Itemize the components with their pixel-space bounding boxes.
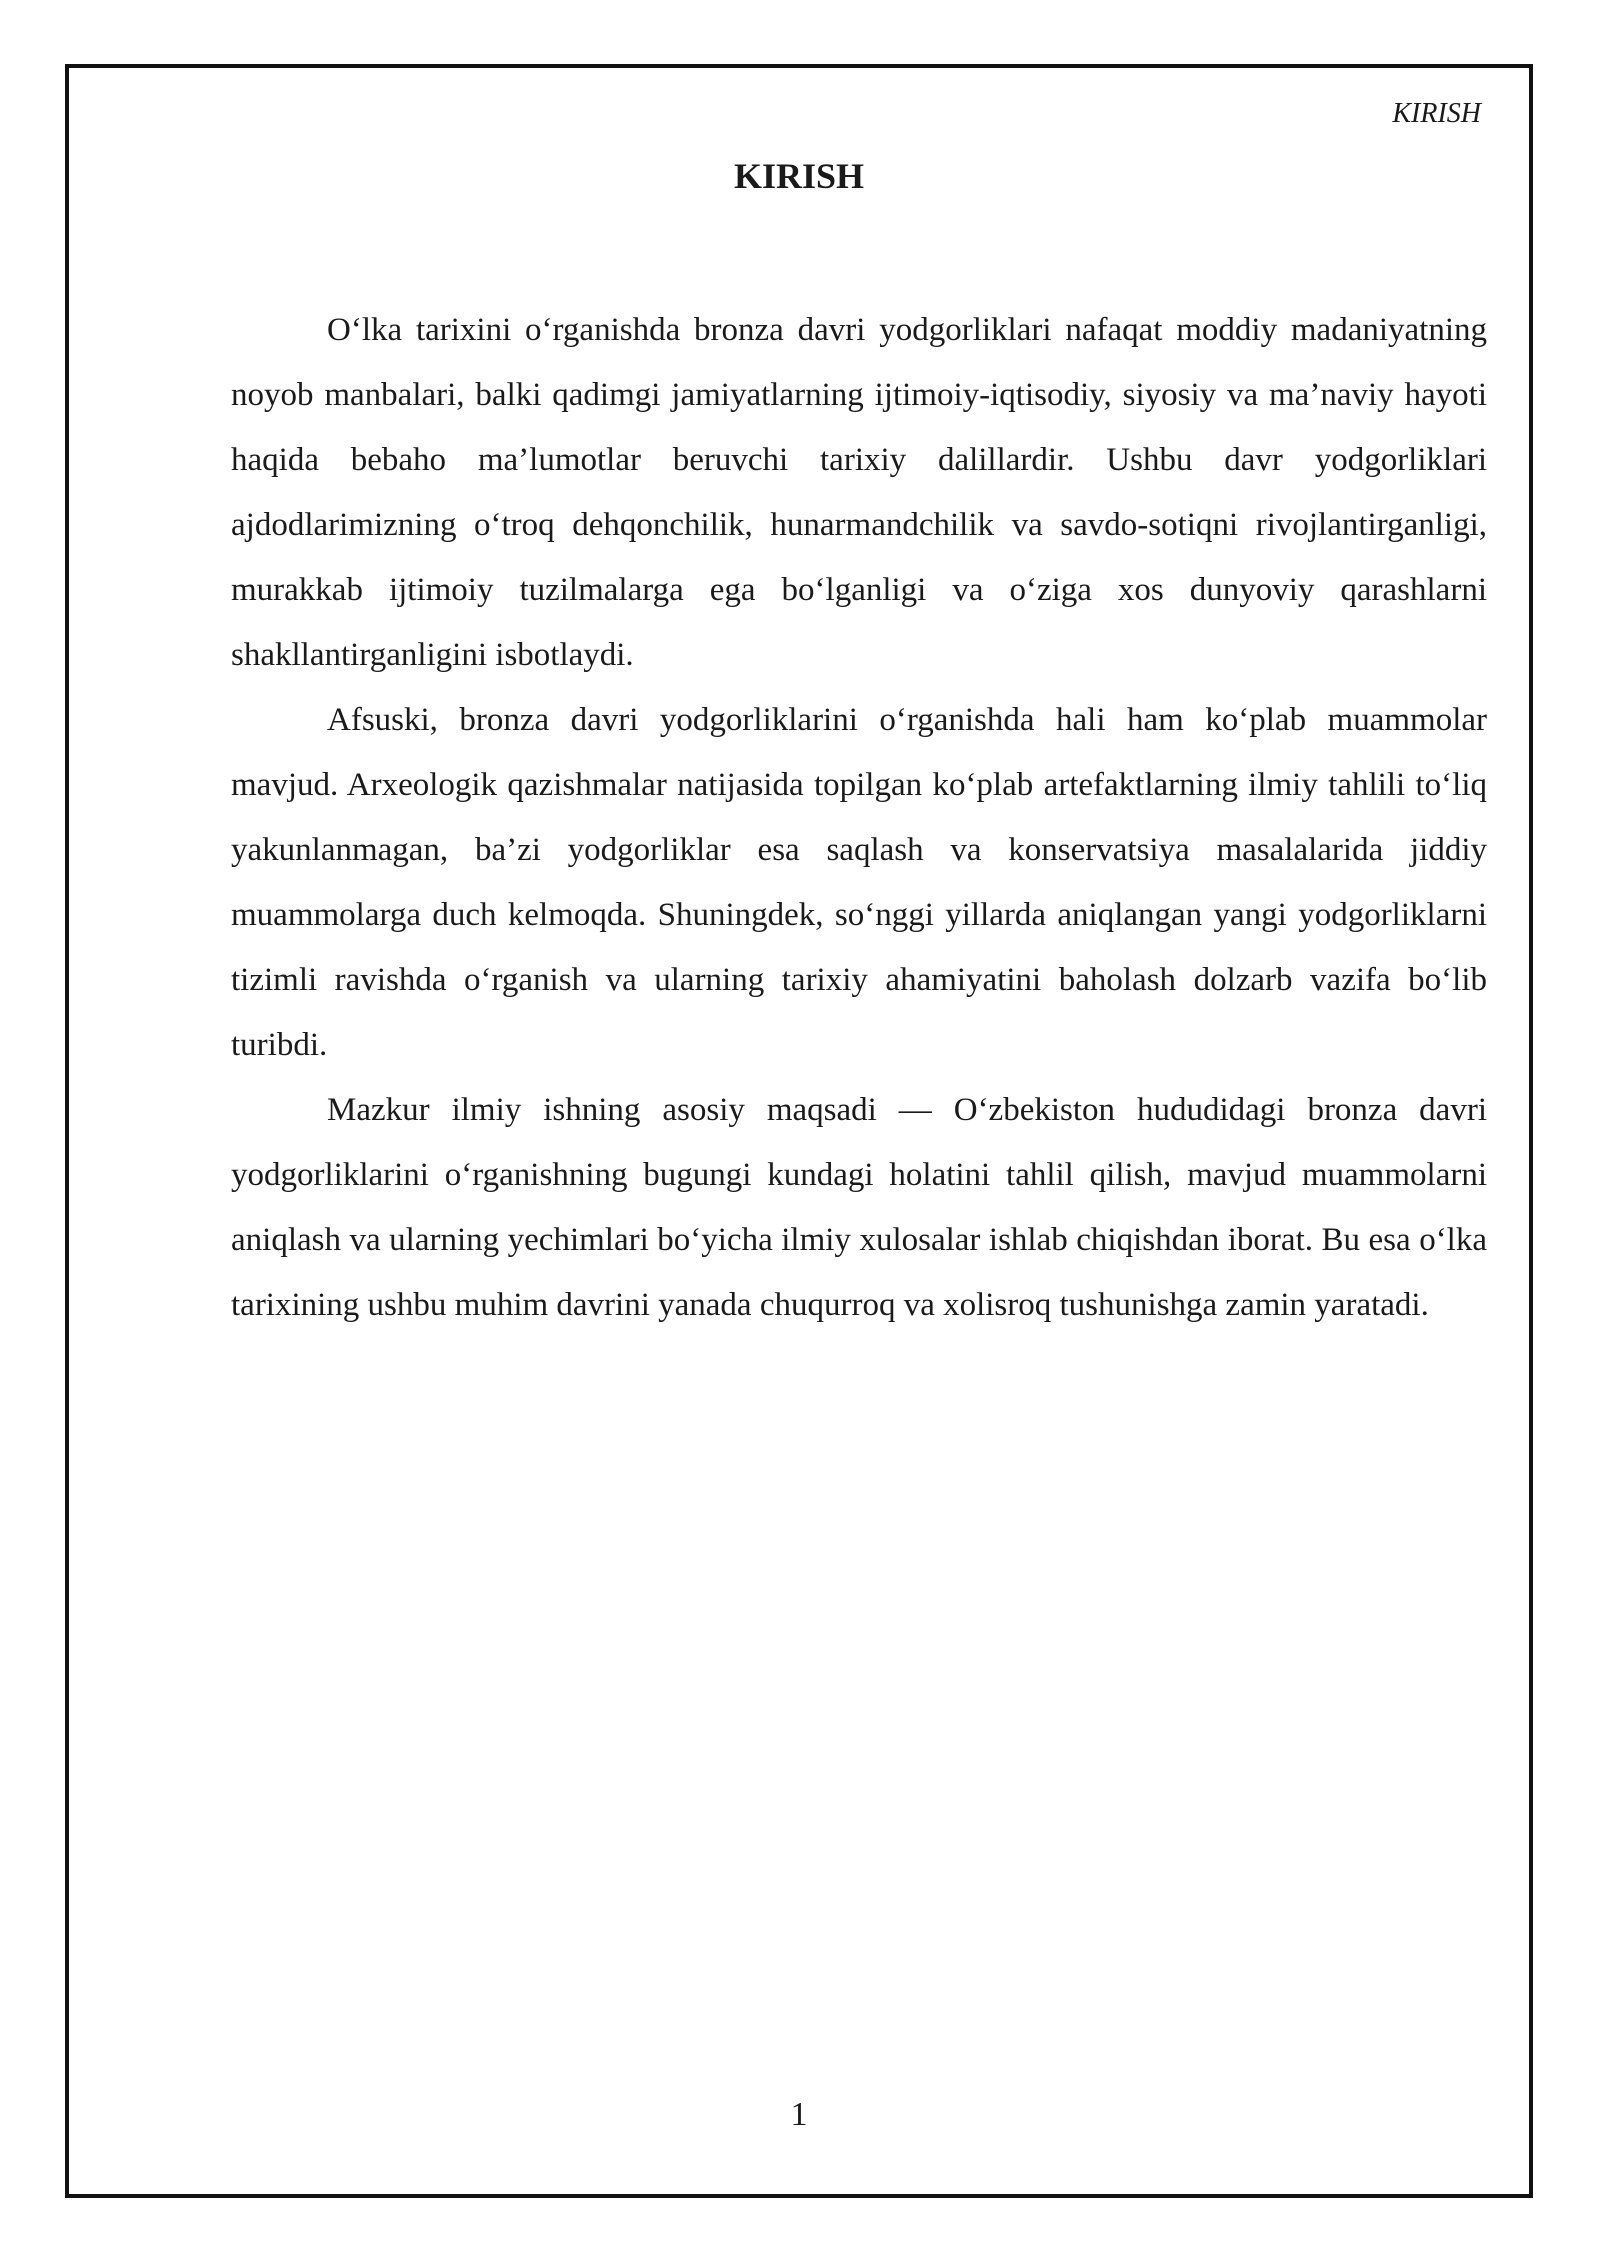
page-number: 1: [790, 2096, 808, 2133]
paragraph-1: O‘lka tarixini o‘rganishda bronza davri yodgorliklari nafaqat moddiy madaniyatning noyob manbalari, balki qadimgi jamiyatlarning ijtimoiy-iqtisodiy, siyosiy va ma’naviy hayoti haqida bebaho ma’lumotlar beruvchi tarixiy dalillardir. Ushbu davr yodgorliklari ajdodlarimizning o‘troq dehqonchilik, hunarmandchilik va savdo-sotiqni rivojlantirganligi, murakkab ijtimoiy tuzilmalarga ega bo‘lganligi va o‘ziga xos dunyoviy qarashlarni shakllantirganligini isbotlaydi.: [231, 312, 1487, 673]
paragraph-3: Mazkur ilmiy ishning asosiy maqsadi — O‘zbekiston hududidagi bronza davri yodgorliklarini o‘rganishning bugungi kundagi holatini tahlil qilish, mavjud muammolarni aniqlash va ularning yechimlari bo‘yicha ilmiy xulosalar ishlab chiqishdan iborat. Bu esa o‘lka tarixining ushbu muhim davrini yanada chuqurroq va xolisroq tushunishga zamin yaratadi.: [231, 1092, 1487, 1323]
page-title: KIRISH: [733, 156, 865, 196]
body-text: [231, 298, 1487, 1338]
paragraph-2: Afsuski, bronza davri yodgorliklarini o‘rganishda hali ham ko‘plab muammolar mavjud. Arxeologik qazishmalar natijasida topilgan ko‘plab artefaktlarning ilmiy tahlili to‘liq yakunlanmagan, ba’zi yodgorliklar esa saqlash va konservatsiya masalalarida jiddiy muammolarga duch kelmoqda. Shuningdek, so‘nggi yillarda aniqlangan yangi yodgorliklarni tizimli ravishda o‘rganish va ularning tarixiy ahamiyatini baholash dolzarb vazifa bo‘lib turibdi.: [231, 702, 1487, 1063]
running-header: KIRISH: [1392, 98, 1481, 129]
page-frame: [65, 64, 1533, 2198]
